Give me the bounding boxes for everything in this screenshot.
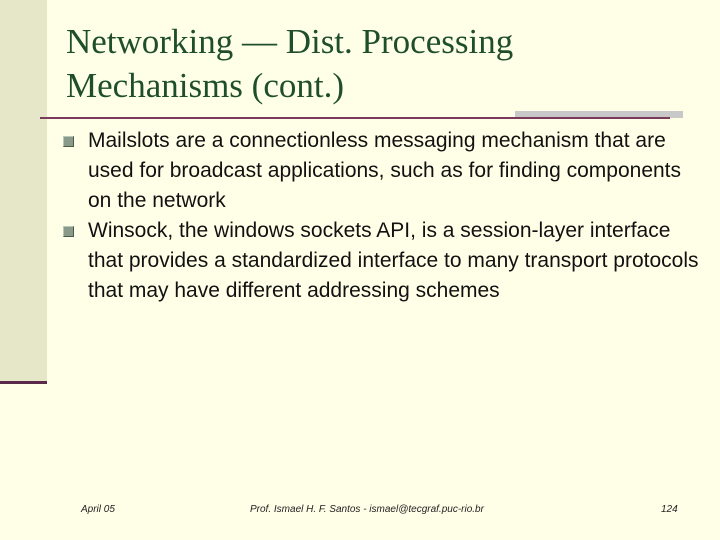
footer-author: Prof. Ismael H. F. Santos - ismael@tecgraf.puc-rio.br (250, 504, 484, 515)
bullet-text: Mailslots are a connectionless messaging mechanism that are used for broadcast applications, such as for finding components on the network (88, 129, 682, 212)
left-accent-bar-edge (0, 381, 47, 384)
bullet-item (63, 216, 703, 306)
left-accent-bar (0, 0, 47, 383)
bullet-text: Winsock, the windows sockets API, is a session-layer interface that provides a standardized interface to many transport protocols that may have different addressing schemes (88, 219, 699, 302)
square-bullet-icon (63, 136, 74, 147)
bullet-item (63, 126, 703, 216)
footer-date: April 05 (81, 504, 115, 515)
footer-page-number: 124 (661, 504, 678, 515)
bullet-list (63, 126, 703, 306)
square-bullet-icon (63, 226, 74, 237)
title-rule (40, 117, 670, 119)
slide-title: Networking — Dist. Processing Mechanisms (cont.) (66, 22, 514, 105)
